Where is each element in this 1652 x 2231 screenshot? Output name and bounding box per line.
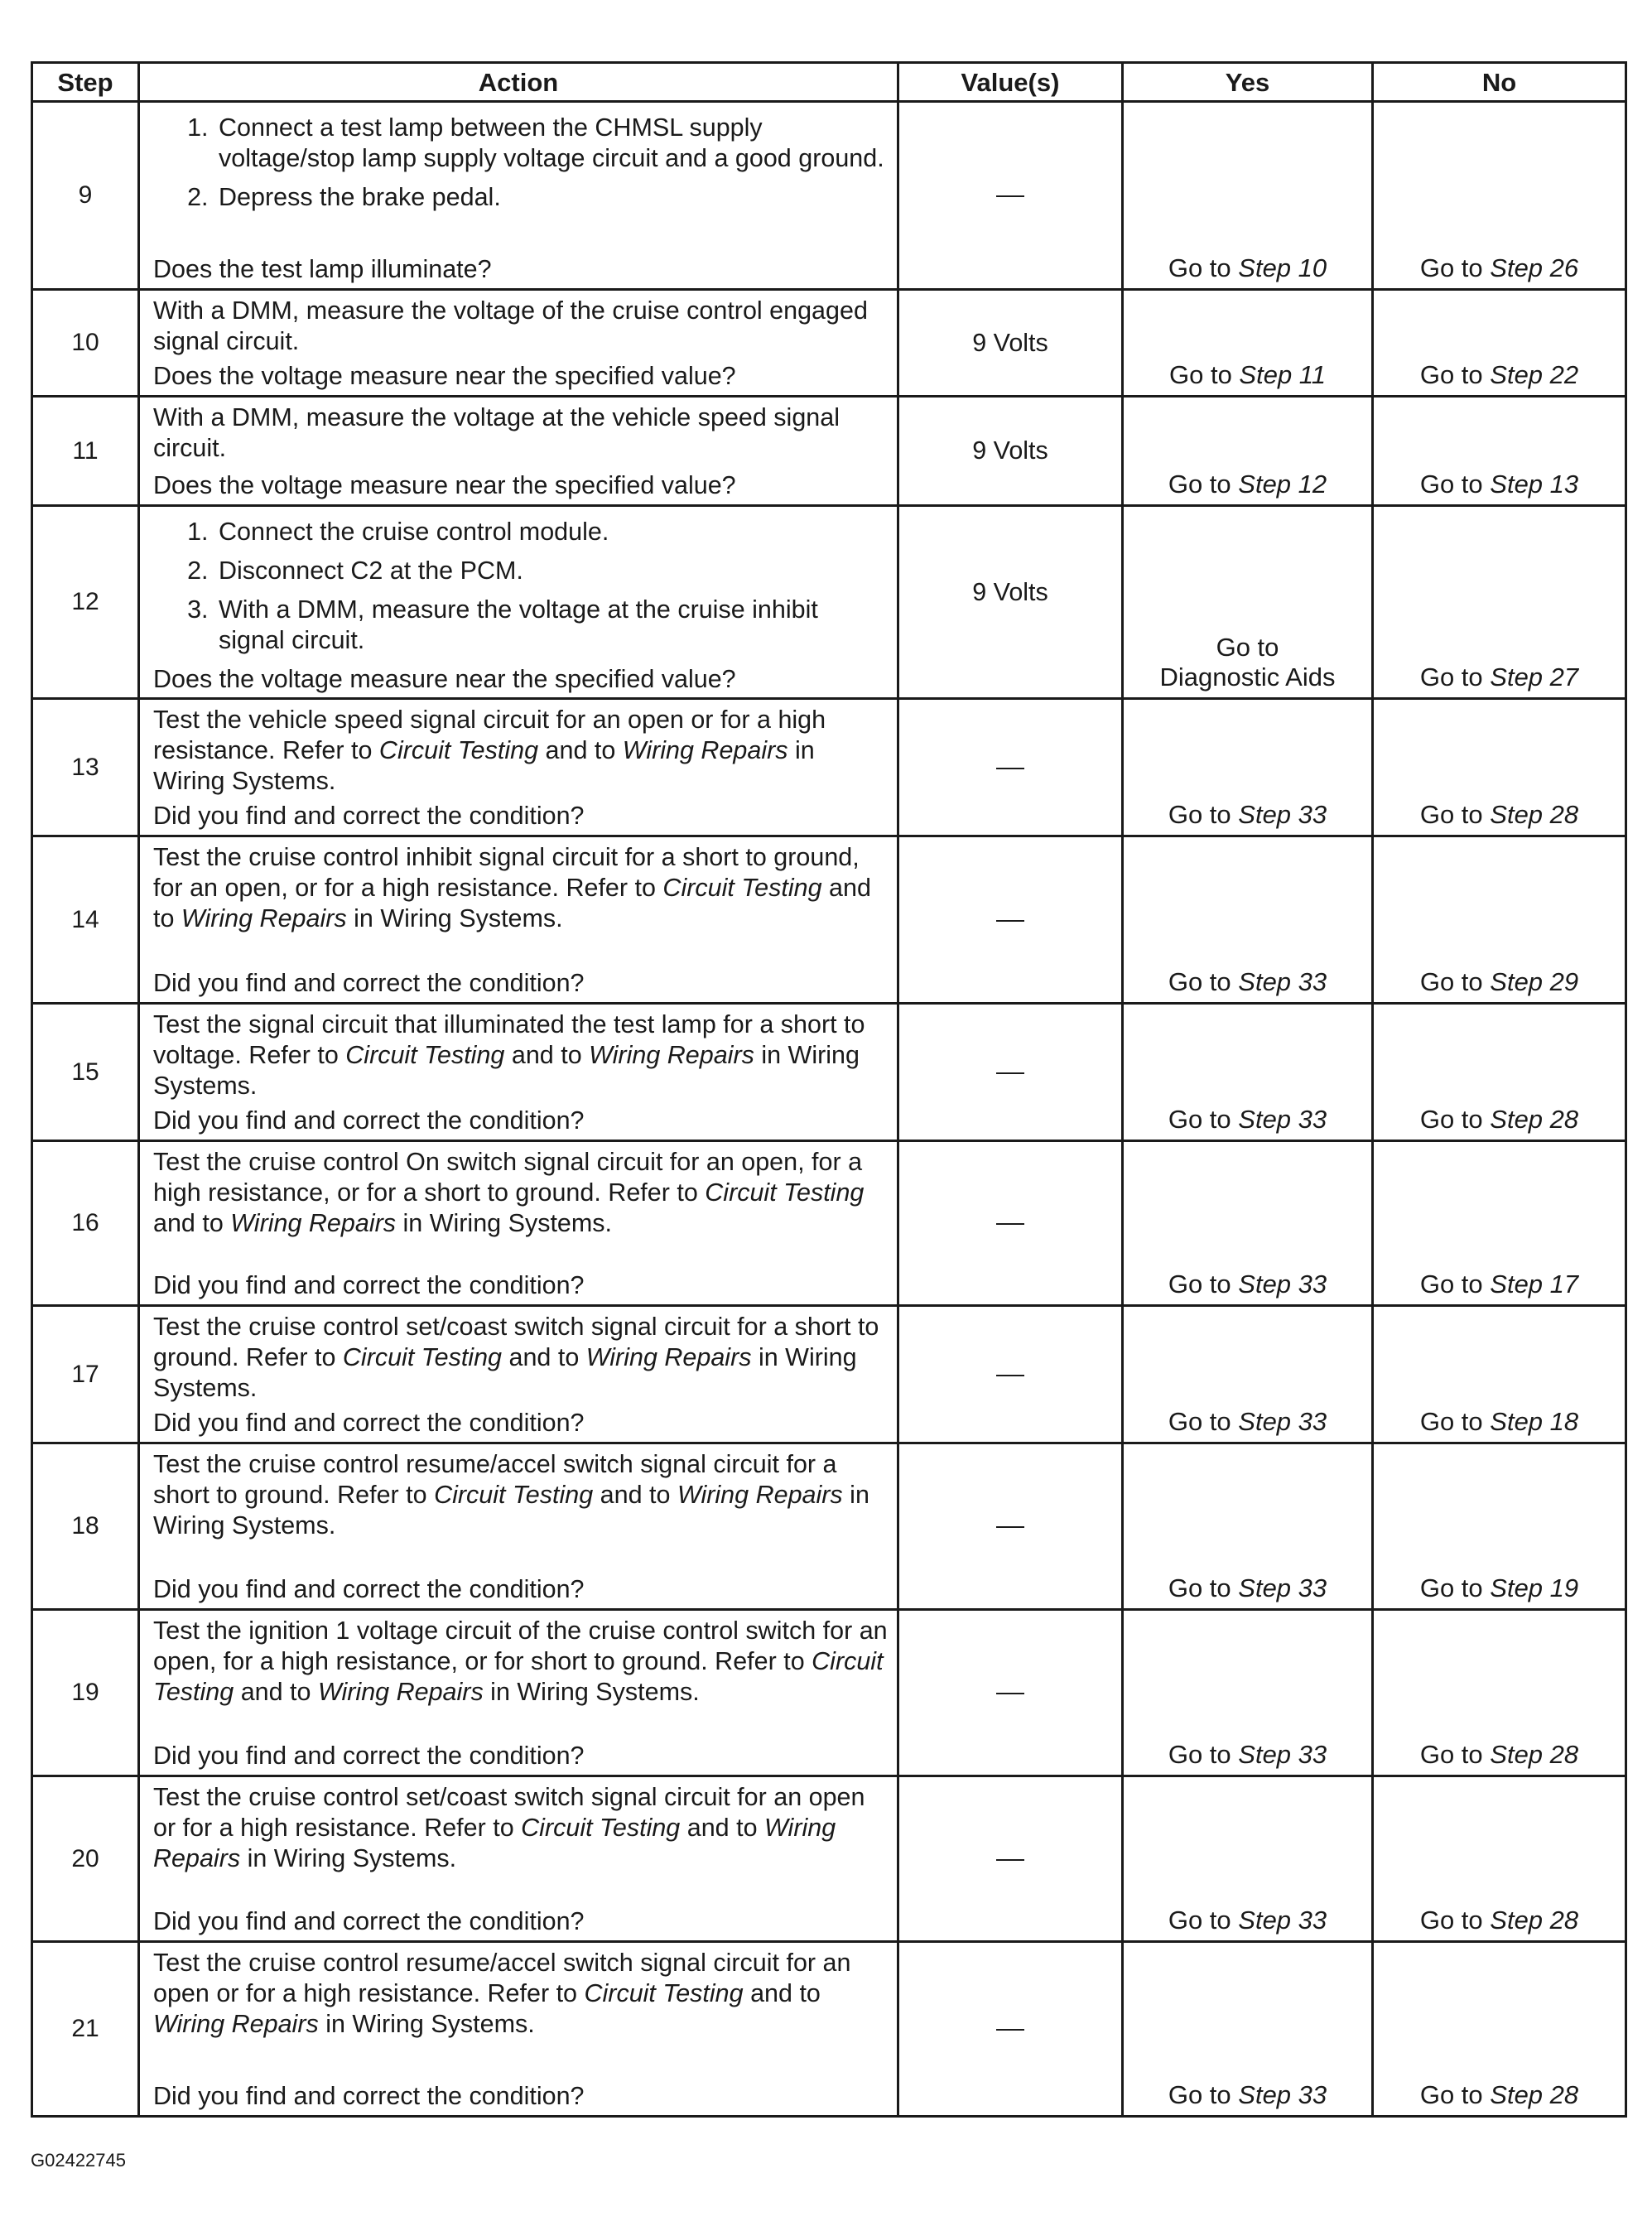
- reference-wiring-repairs: Wiring Repairs: [589, 1041, 754, 1069]
- dash-icon: [996, 1693, 1024, 1694]
- step-number: 12: [32, 506, 139, 699]
- no-action: Go to: [1419, 360, 1491, 389]
- diagnostic-table: [31, 61, 1627, 2118]
- action-text-mid: and to: [680, 1814, 765, 1842]
- table-row: [32, 1610, 1626, 1776]
- reference-wiring-repairs: Wiring Repairs: [585, 1343, 752, 1371]
- no-cell: [1373, 506, 1626, 699]
- table-row: [32, 836, 1626, 1004]
- yes-action: Go to: [1168, 1407, 1239, 1436]
- action-text: [153, 842, 889, 934]
- header-row: [32, 63, 1626, 102]
- action-question: Does the test lamp illuminate?: [153, 255, 492, 283]
- action-list: [153, 113, 889, 213]
- no-action: Go to: [1419, 470, 1491, 499]
- yes-action: Go to: [1168, 470, 1239, 499]
- action-text-main: Test the cruise control resume/accel switch signal circuit for an open or for a high resistance. Refer to: [153, 1949, 851, 2007]
- action-question: Did you find and correct the condition?: [153, 969, 585, 997]
- value-cell: [898, 699, 1123, 836]
- value-cell: [898, 1776, 1123, 1942]
- yes-action: Go to: [1168, 1906, 1239, 1935]
- yes-step-link: Step 12: [1238, 470, 1327, 499]
- action-list-item: 2. Depress the brake pedal.: [215, 182, 889, 213]
- step-number: 17: [32, 1306, 139, 1443]
- action-text-tail: in Wiring Systems.: [153, 1481, 869, 1540]
- action-text-main: Test the cruise control On switch signal circuit for an open, for a high resistance, or for a short to ground. Refer to: [153, 1148, 863, 1207]
- value-cell: [898, 102, 1123, 290]
- action-text: [153, 1948, 889, 2040]
- action-list-item: 2. Disconnect C2 at the PCM.: [215, 556, 889, 586]
- no-cell: [1373, 1942, 1626, 2117]
- value-cell: [898, 1443, 1123, 1610]
- header-no: No: [1373, 63, 1626, 102]
- no-action: Go to: [1419, 967, 1491, 996]
- action-text-mid: and to: [504, 1041, 590, 1069]
- action-question: Does the voltage measure near the specified value?: [153, 362, 736, 390]
- action-text-mid: and to: [593, 1481, 677, 1509]
- step-number: 18: [32, 1443, 139, 1610]
- action-cell: [139, 1141, 898, 1306]
- step-number: 9: [32, 102, 139, 290]
- action-cell: [139, 836, 898, 1004]
- reference-circuit-testing: Circuit Testing: [153, 1647, 884, 1706]
- dash-icon: [996, 1223, 1024, 1225]
- no-action: Go to: [1419, 2080, 1491, 2109]
- no-cell: [1373, 1776, 1626, 1942]
- table-row: [32, 397, 1626, 506]
- no-action: Go to: [1419, 253, 1491, 282]
- action-question: Did you find and correct the condition?: [153, 1742, 585, 1770]
- yes-cell: [1123, 102, 1373, 290]
- action-text: [153, 1009, 889, 1101]
- no-cell: [1373, 1306, 1626, 1443]
- action-text: [153, 402, 889, 464]
- value-cell: 9 Volts: [898, 290, 1123, 397]
- action-text-mid: and to: [502, 1343, 586, 1371]
- action-cell: [139, 1004, 898, 1141]
- yes-action: Go to: [1168, 1740, 1239, 1769]
- value-cell: [898, 1306, 1123, 1443]
- no-step-link: Step 17: [1490, 1270, 1579, 1299]
- yes-step-link: Step 33: [1238, 1740, 1327, 1769]
- action-cell: [139, 1610, 898, 1776]
- yes-step-link: Step 33: [1238, 1270, 1327, 1299]
- yes-action: Go to: [1168, 1573, 1239, 1602]
- step-number: 21: [32, 1942, 139, 2117]
- no-cell: [1373, 1443, 1626, 1610]
- action-list: [153, 517, 889, 656]
- action-text-main: Test the vehicle speed signal circuit for an open or for a high resistance. Refer to: [153, 706, 826, 764]
- action-text-main: Test the ignition 1 voltage circuit of the cruise control switch for an open, for a high resistance, or for short to ground. Refer to: [153, 1617, 888, 1675]
- dash-icon: [996, 195, 1024, 197]
- action-cell: [139, 102, 898, 290]
- reference-circuit-testing: Circuit Testing: [584, 1979, 744, 2007]
- yes-action: Go to: [1168, 1105, 1239, 1134]
- yes-cell: [1123, 1004, 1373, 1141]
- value-cell: [898, 1004, 1123, 1141]
- no-cell: [1373, 836, 1626, 1004]
- no-step-link: Step 29: [1490, 967, 1579, 996]
- action-text-main: Test the cruise control set/coast switch signal circuit for a short to ground. Refer to: [153, 1313, 879, 1371]
- header-action: Action: [139, 63, 898, 102]
- no-cell: [1373, 102, 1626, 290]
- reference-wiring-repairs: Wiring Repairs: [230, 1209, 397, 1237]
- table-row: [32, 1141, 1626, 1306]
- action-cell: [139, 290, 898, 397]
- action-text-main: Test the cruise control resume/accel switch signal circuit for a short to ground. Refer to: [153, 1450, 837, 1509]
- action-cell: [139, 699, 898, 836]
- reference-wiring-repairs: Wiring Repairs: [317, 1678, 484, 1706]
- value-cell: [898, 1942, 1123, 2117]
- action-text-tail: in Wiring Systems.: [318, 2010, 535, 2038]
- no-cell: [1373, 1004, 1626, 1141]
- no-cell: [1373, 1141, 1626, 1306]
- table-row: [32, 290, 1626, 397]
- reference-wiring-repairs: Wiring Repairs: [181, 904, 347, 932]
- table-row: [32, 102, 1626, 290]
- action-text-main: Test the signal circuit that illuminated the test lamp for a short to voltage. Refer to: [153, 1010, 865, 1069]
- action-text: [153, 296, 889, 357]
- action-text-main: With a DMM, measure the voltage of the cruise control engaged signal circuit.: [153, 296, 868, 355]
- action-text-tail: in Wiring Systems.: [396, 1209, 613, 1237]
- no-step-link: Step 26: [1490, 253, 1579, 282]
- no-action: Go to: [1419, 1573, 1491, 1602]
- yes-step-link: Step 33: [1238, 967, 1327, 996]
- action-cell: [139, 397, 898, 506]
- dash-icon: [996, 1072, 1024, 1074]
- reference-circuit-testing: Circuit Testing: [521, 1814, 681, 1842]
- yes-cell: [1123, 506, 1373, 699]
- table-row: [32, 506, 1626, 699]
- reference-circuit-testing: Circuit Testing: [342, 1343, 503, 1371]
- table-row: [32, 1004, 1626, 1141]
- reference-circuit-testing: Circuit Testing: [434, 1481, 594, 1509]
- no-step-link: Step 22: [1490, 360, 1579, 389]
- action-text-main: Test the cruise control set/coast switch signal circuit for an open or for a high resistance. Refer to: [153, 1783, 865, 1842]
- reference-circuit-testing: Circuit Testing: [345, 1041, 505, 1069]
- action-list-item: 1. Connect the cruise control module.: [215, 517, 889, 547]
- step-number: 14: [32, 836, 139, 1004]
- no-step-link: Step 28: [1490, 2080, 1579, 2109]
- action-question: Did you find and correct the condition?: [153, 1575, 585, 1603]
- value-cell: 9 Volts: [898, 506, 1123, 699]
- table-row: [32, 1776, 1626, 1942]
- reference-circuit-testing: Circuit Testing: [705, 1178, 865, 1207]
- table-row: [32, 1306, 1626, 1443]
- dash-icon: [996, 920, 1024, 922]
- no-step-link: Step 13: [1490, 470, 1579, 499]
- action-text-mid: and to: [743, 1979, 821, 2007]
- yes-step-link: Step 33: [1238, 1906, 1327, 1935]
- no-action: Go to: [1419, 800, 1491, 829]
- step-number: 11: [32, 397, 139, 506]
- action-question: Did you find and correct the condition?: [153, 802, 585, 830]
- no-cell: [1373, 1610, 1626, 1776]
- reference-circuit-testing: Circuit Testing: [662, 874, 822, 902]
- step-number: 16: [32, 1141, 139, 1306]
- action-cell: [139, 1306, 898, 1443]
- action-question: Did you find and correct the condition?: [153, 1409, 585, 1437]
- value-cell: [898, 1610, 1123, 1776]
- value-cell: [898, 1141, 1123, 1306]
- action-question: Does the voltage measure near the specified value?: [153, 665, 736, 693]
- reference-wiring-repairs: Wiring Repairs: [677, 1481, 843, 1509]
- action-question: Did you find and correct the condition?: [153, 1271, 585, 1299]
- yes-action: Go to: [1168, 967, 1239, 996]
- action-question: Did you find and correct the condition?: [153, 2082, 585, 2110]
- no-action: Go to: [1419, 663, 1491, 691]
- action-list-item: 3. With a DMM, measure the voltage at the cruise inhibit signal circuit.: [215, 595, 889, 656]
- action-cell: [139, 506, 898, 699]
- yes-step-link: Step 33: [1238, 1407, 1327, 1436]
- reference-wiring-repairs: Wiring Repairs: [622, 736, 788, 764]
- table-row: [32, 1942, 1626, 2117]
- step-number: 20: [32, 1776, 139, 1942]
- no-action: Go to: [1419, 1105, 1491, 1134]
- action-text: [153, 1449, 889, 1541]
- table-row: [32, 1443, 1626, 1610]
- action-text-main: With a DMM, measure the voltage at the vehicle speed signal circuit.: [153, 403, 840, 462]
- header-values: Value(s): [898, 63, 1123, 102]
- dash-icon: [996, 2029, 1024, 2031]
- no-step-link: Step 27: [1490, 663, 1579, 691]
- step-number: 10: [32, 290, 139, 397]
- no-step-link: Step 28: [1490, 1906, 1579, 1935]
- reference-wiring-repairs: Wiring Repairs: [153, 1814, 836, 1872]
- action-list-item: 1. Connect a test lamp between the CHMSL supply voltage/stop lamp supply voltage circuit and a good ground.: [215, 113, 889, 174]
- action-question: Did you find and correct the condition?: [153, 1106, 585, 1135]
- action-text: [153, 1616, 889, 1708]
- yes-cell: [1123, 397, 1373, 506]
- no-cell: [1373, 290, 1626, 397]
- yes-action: Go to: [1168, 800, 1239, 829]
- action-text-tail: in Wiring Systems.: [153, 1041, 860, 1100]
- yes-cell: [1123, 1306, 1373, 1443]
- yes-action: Go to: [1168, 253, 1239, 282]
- no-action: Go to: [1419, 1407, 1491, 1436]
- header-yes: Yes: [1123, 63, 1373, 102]
- no-action: Go to: [1419, 1906, 1491, 1935]
- yes-cell: [1123, 290, 1373, 397]
- table-row: [32, 699, 1626, 836]
- yes-action: Go to Diagnostic Aids: [1159, 633, 1336, 691]
- yes-action: Go to: [1168, 360, 1240, 389]
- step-number: 15: [32, 1004, 139, 1141]
- yes-action: Go to: [1168, 2080, 1239, 2109]
- yes-step-link: Step 33: [1238, 1105, 1327, 1134]
- action-text-mid: and to: [234, 1678, 318, 1706]
- yes-cell: [1123, 1443, 1373, 1610]
- action-cell: [139, 1443, 898, 1610]
- action-text-tail: in Wiring Systems.: [346, 904, 563, 932]
- step-number: 19: [32, 1610, 139, 1776]
- yes-cell: [1123, 699, 1373, 836]
- action-text-main: Test the cruise control inhibit signal circuit for a short to ground, for an open, or for a high resistance. Refer to: [153, 843, 860, 902]
- yes-cell: [1123, 836, 1373, 1004]
- no-cell: [1373, 397, 1626, 506]
- yes-cell: [1123, 1141, 1373, 1306]
- action-cell: [139, 1776, 898, 1942]
- action-text: [153, 1312, 889, 1404]
- reference-wiring-repairs: Wiring Repairs: [153, 2010, 319, 2038]
- no-step-link: Step 28: [1490, 800, 1579, 829]
- dash-icon: [996, 768, 1024, 769]
- yes-action: Go to: [1168, 1270, 1239, 1299]
- dash-icon: [996, 1526, 1024, 1528]
- value-cell: [898, 836, 1123, 1004]
- action-text-mid: and to: [538, 736, 623, 764]
- action-text-mid: and to: [153, 1209, 231, 1237]
- yes-step-link: Step 11: [1239, 360, 1326, 389]
- yes-cell: [1123, 1610, 1373, 1776]
- action-text-tail: in Wiring Systems.: [483, 1678, 700, 1706]
- no-step-link: Step 28: [1490, 1740, 1579, 1769]
- action-text-tail: in Wiring Systems.: [240, 1844, 457, 1872]
- no-action: Go to: [1419, 1270, 1491, 1299]
- no-step-link: Step 18: [1490, 1407, 1579, 1436]
- reference-circuit-testing: Circuit Testing: [378, 736, 539, 764]
- action-text: [153, 1147, 889, 1239]
- action-text-mid: and to: [153, 874, 871, 932]
- no-step-link: Step 19: [1490, 1573, 1579, 1602]
- header-step: Step: [32, 63, 139, 102]
- action-cell: [139, 1942, 898, 2117]
- yes-step-link: Step 33: [1238, 2080, 1327, 2109]
- dash-icon: [996, 1859, 1024, 1861]
- action-question: Did you find and correct the condition?: [153, 1907, 585, 1935]
- value-cell: 9 Volts: [898, 397, 1123, 506]
- action-text: [153, 705, 889, 797]
- yes-cell: [1123, 1776, 1373, 1942]
- yes-step-link: Step 10: [1238, 253, 1327, 282]
- dash-icon: [996, 1375, 1024, 1376]
- yes-step-link: Step 33: [1238, 1573, 1327, 1602]
- yes-cell: [1123, 1942, 1373, 2117]
- no-action: Go to: [1419, 1740, 1491, 1769]
- yes-step-link: Step 33: [1238, 800, 1327, 829]
- step-number: 13: [32, 699, 139, 836]
- action-question: Does the voltage measure near the specified value?: [153, 471, 736, 499]
- action-text-tail: in Wiring Systems.: [153, 1343, 857, 1402]
- figure-code: G02422745: [31, 2150, 126, 2171]
- action-text: [153, 1782, 889, 1874]
- no-cell: [1373, 699, 1626, 836]
- no-step-link: Step 28: [1490, 1105, 1579, 1134]
- action-text-tail: in Wiring Systems.: [153, 736, 815, 795]
